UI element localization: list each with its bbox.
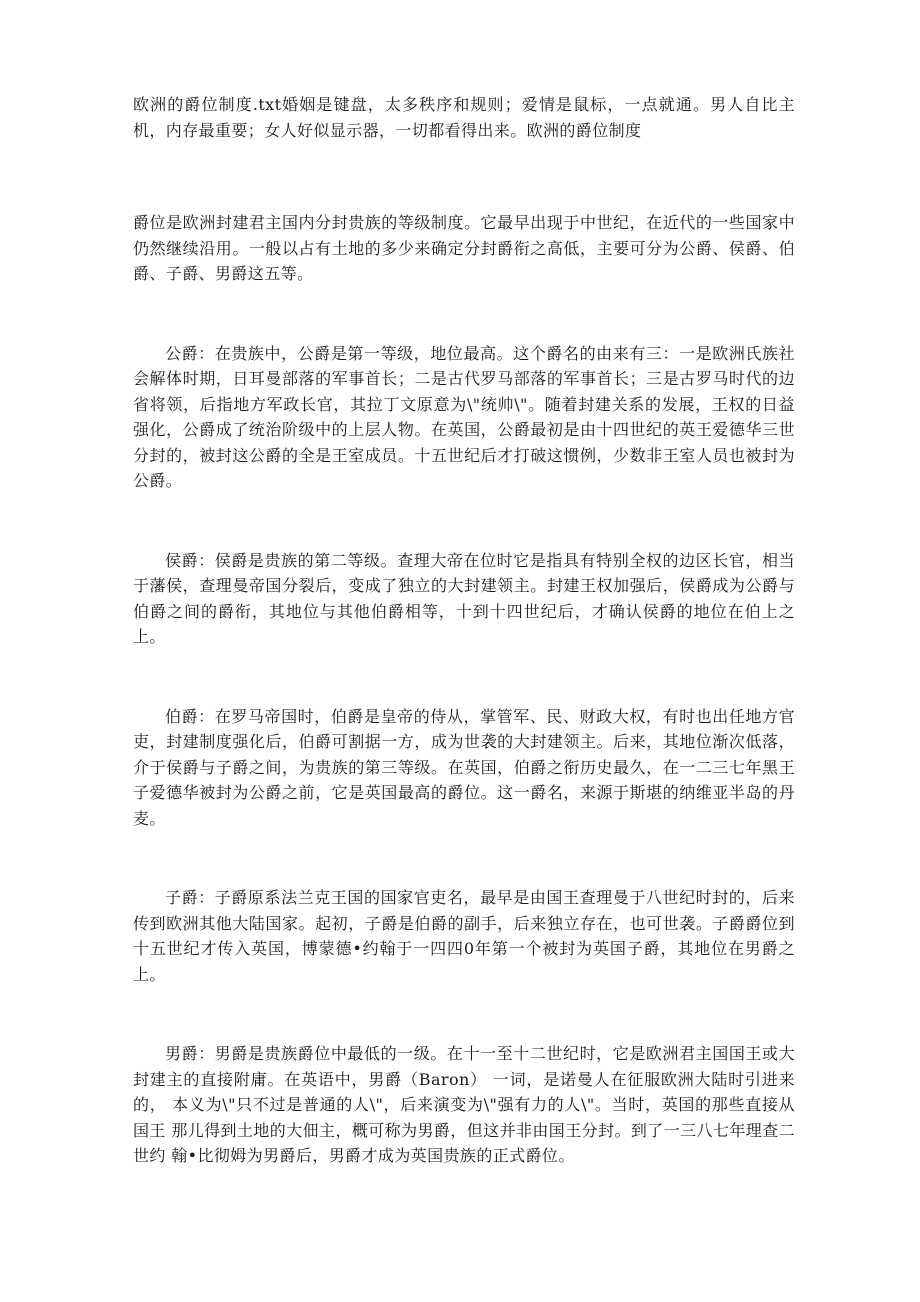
document-page [133,92,795,1169]
intro-paragraph: 爵位是欧洲封建君主国内分封贵族的等级制度。它最早出现于中世纪，在近代的一些国家中仍然继续沿用。一般以占有土地的多少来确定分封爵衔之高低，主要可分为公爵、侯爵、伯爵、子爵、男爵这五等。 [133,213,795,283]
earl-paragraph: 伯爵：在罗马帝国时，伯爵是皇帝的侍从，掌管军、民、财政大权，有时也出任地方官 吏，封建制度强化后，伯爵可割据一方，成为世袭的大封建领主。后来，其地位渐次低落， 介于侯爵与子爵之间，为贵族的第三等级。在英国，伯爵之衔历史最久，在一二三七年黑王 子爱德华被封为公爵之前，它是英国最高的爵位。这一爵名，来源于斯堪的纳维亚半岛的丹 麦。 [133,706,795,828]
document-header-paragraph: 欧洲的爵位制度.txt婚姻是键盘，太多秩序和规则；爱情是鼠标，一点就通。男人自比主机，内存最重要；女人好似显示器，一切都看得出来。欧洲的爵位制度 [133,95,795,140]
viscount-paragraph: 子爵：子爵原系法兰克王国的国家官吏名，最早是由国王查理曼于八世纪时封的，后来 传到欧洲其他大陆国家。起初，子爵是伯爵的副手，后来独立存在，也可世袭。子爵爵位到 十五世纪才传入英国，博蒙德•约翰于一四四0年第一个被封为英国子爵，其地位在男爵之 上。 [133,888,795,984]
duke-paragraph: 公爵：在贵族中，公爵是第一等级，地位最高。这个爵名的由来有三：一是欧洲氏族社 会解体时期，日耳曼部落的军事首长；二是古代罗马部落的军事首长；三是古罗马时代的边 省将领，后指地方军政长官，其拉丁文原意为\"统帅\"。随着封建关系的发展，王权的日益 强化，公爵成了统治阶级中的上层人物。在英国，公爵最初是由十四世纪的英王爱德华三世 分封的，被封这公爵的全是王室成员。十五世纪后才打破这惯例，少数非王室人员也被封为 公爵。 [133,343,795,490]
baron-paragraph: 男爵：男爵是贵族爵位中最低的一级。在十一至十二世纪时，它是欧洲君主国国王或大 封建主的直接附庸。在英语中，男爵（Baron） 一词，是诺曼人在征服欧洲大陆时引进来的， 本义为\"只不过是普通的人\"，后来演变为\"强有力的人\"。当时，英国的那些直接从国王 那儿得到土地的大佃主，概可称为男爵，但这并非由国王分封。到了一三八七年理查二世约 翰•比彻姆为男爵后，男爵才成为英国贵族的正式爵位。 [133,1044,795,1165]
marquis-paragraph: 侯爵：侯爵是贵族的第二等级。查理大帝在位时它是指具有特别全权的边区长官，相当 于藩侯，查理曼帝国分裂后，变成了独立的大封建领主。封建王权加强后，侯爵成为公爵与 伯爵之间的爵衔，其地位与其他伯爵相等，十到十四世纪后，才确认侯爵的地位在伯上之上。 [133,550,795,646]
